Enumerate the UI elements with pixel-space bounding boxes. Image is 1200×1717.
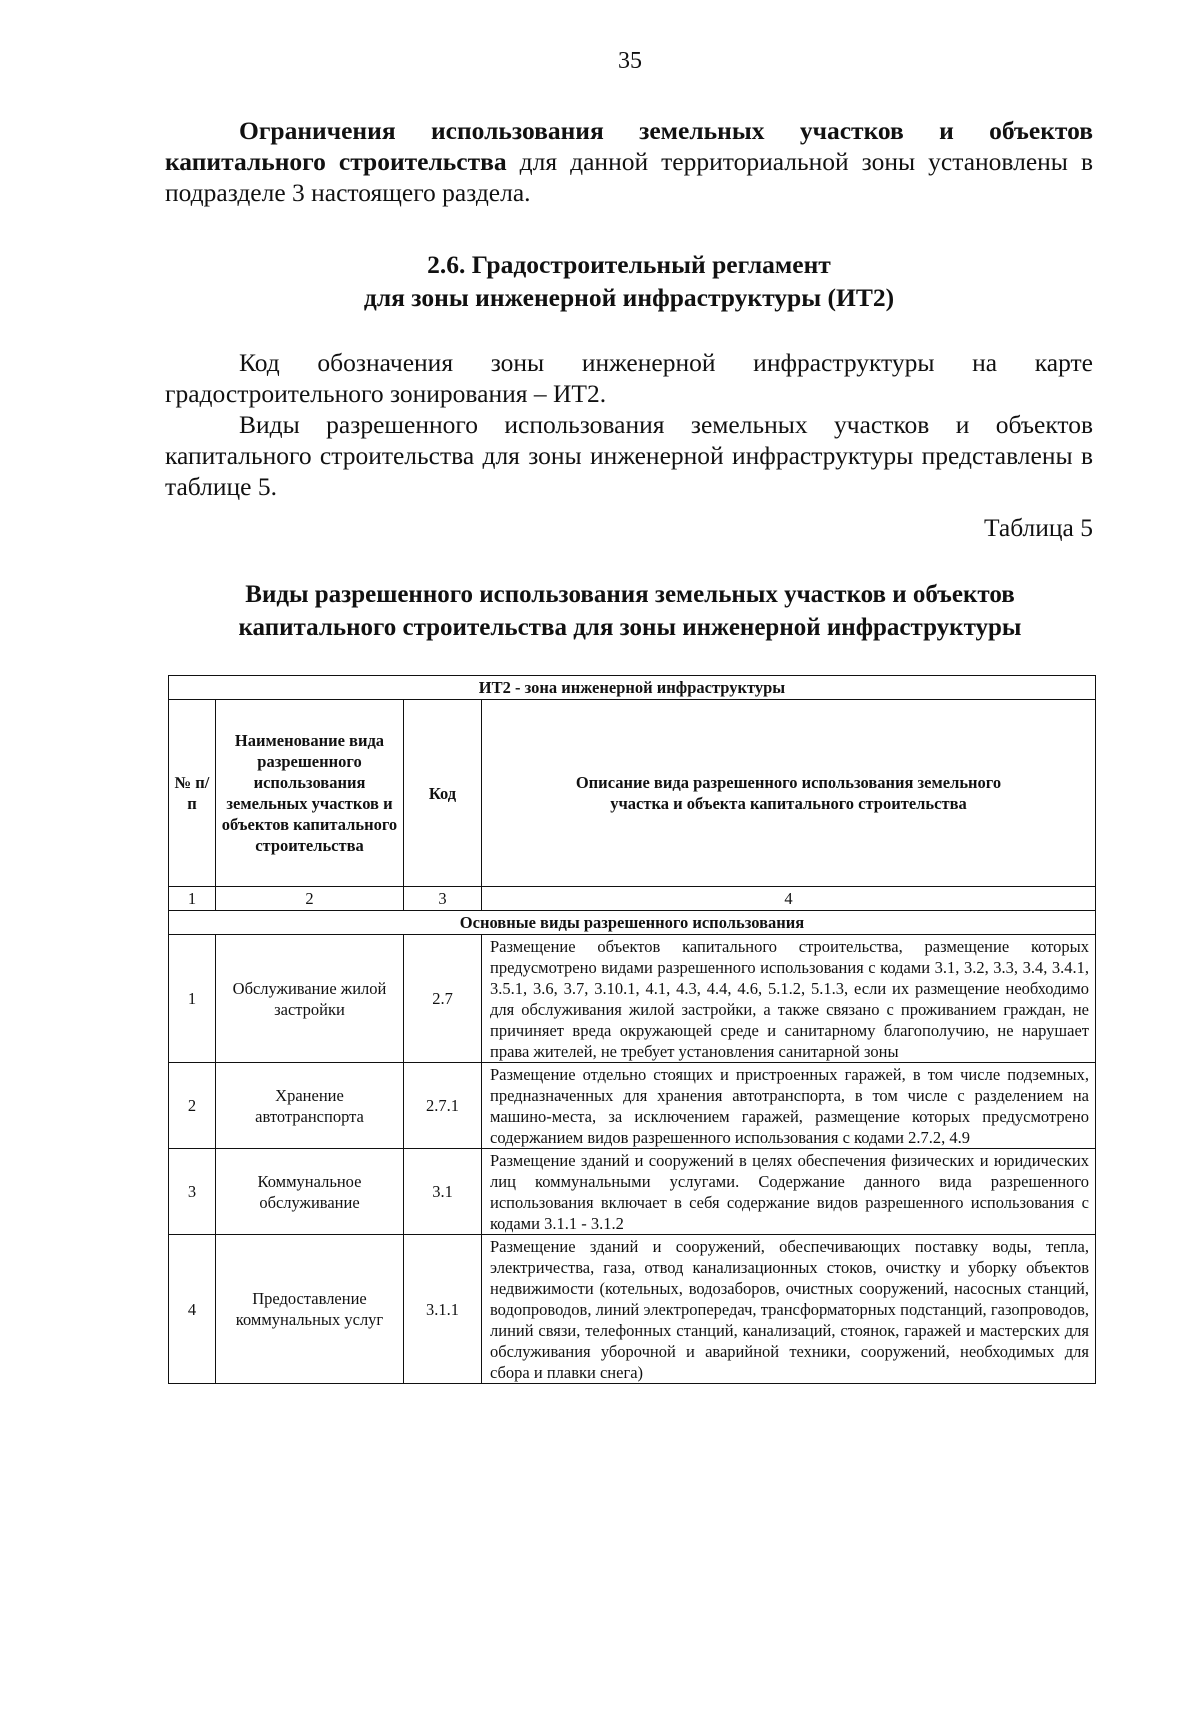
zone-code-paragraph: Код обозначения зоны инженерной инфраструктуры на карте градостроительного зонирования – ИТ2. [165,348,1093,408]
column-number-2: 2 [216,887,404,911]
row-name: Коммунальное обслуживание [216,1149,404,1235]
table-row [169,1063,1096,1149]
table-title-line-1: Виды разрешенного использования земельных участков и объектов [245,581,1015,608]
column-header-name: Наименование вида разрешенного использования земельных участков и объектов капитального строительства [216,700,404,887]
column-number-3: 3 [404,887,482,911]
page-number: 35 [618,48,642,74]
column-number-4: 4 [482,887,1096,911]
zone-header: ИТ2 - зона инженерной инфраструктуры [169,676,1096,700]
row-number: 1 [169,935,216,1063]
row-description: Размещение зданий и сооружений, обеспечивающих поставку воды, тепла, электричества, газа, отвод канализационных стоков, очистку и уборку объектов недвижимости (котельных, водозаборов, очистных сооружений, насосных станций, водопроводов, линий электропередач, трансформаторных подстанций, газопроводов, линий связи, телефонных станций, канализаций, стоянок, гаражей и мастерских для обслуживания уборочной и аварийной техники, сооружений, необходимых для сбора и плавки снега) [482,1235,1096,1384]
row-number: 4 [169,1235,216,1384]
section-heading [165,248,1093,314]
row-description: Размещение отдельно стоящих и пристроенных гаражей, в том числе подземных, предназначенных для хранения автотранспорта, в том числе с разделением на машино-места, за исключением гаражей, размещение которых предусмотрено содержанием видов разрешенного использования с кодами 2.7.2, 4.9 [482,1063,1096,1149]
group-header: Основные виды разрешенного использования [169,911,1096,935]
row-name: Предоставление коммунальных услуг [216,1235,404,1384]
zone-header-row [169,676,1096,700]
table-title-line-2: капитального строительства для зоны инженерной инфраструктуры [238,614,1022,641]
row-code: 2.7 [404,935,482,1063]
restrictions-paragraph [165,115,1093,208]
column-header-row [169,700,1096,887]
column-header-code: Код [404,700,482,887]
row-code: 2.7.1 [404,1063,482,1149]
row-number: 2 [169,1063,216,1149]
body-paragraphs [165,347,1093,502]
row-name: Обслуживание жилой застройки [216,935,404,1063]
section-heading-line-2: для зоны инженерной инфраструктуры (ИТ2) [363,283,895,312]
table-title [150,578,1110,644]
row-code: 3.1.1 [404,1235,482,1384]
restrictions-text: для данной территориальной зоны установлены в подразделе 3 настоящего раздела. [165,147,1094,207]
table-row [169,1235,1096,1384]
permitted-uses-table [168,675,1096,1384]
restrictions-bold-text: Ограничения использования земельных участков и объектов капитального строительства [165,116,1093,176]
row-description: Размещение объектов капитального строительства, размещение которых предусмотрено видами разрешенного использования с кодами 3.1, 3.2, 3.3, 3.4, 3.4.1, 3.5.1, 3.6, 3.7, 3.10.1, 4.1, 4.3, 4.4, 4.6, 5.1.2, 5.1.3, если их размещение необходимо для обслуживания жилой застройки, а также связано с проживанием граждан, не причиняет вреда окружающей среде и санитарному благополучию, не нарушает права жителей, не требует установления санитарной зоны [482,935,1096,1063]
section-heading-line-1: 2.6. Градостроительный регламент [427,250,831,279]
group-header-row [169,911,1096,935]
row-code: 3.1 [404,1149,482,1235]
column-number-row [169,887,1096,911]
table-row [169,935,1096,1063]
table-row [169,1149,1096,1235]
row-description: Размещение зданий и сооружений в целях обеспечения физических и юридических лиц коммунальными услугами. Содержание данного вида разрешенного использования включает в себя содержание видов разрешенного использования с кодами 3.1.1 - 3.1.2 [482,1149,1096,1235]
column-number-1: 1 [169,887,216,911]
column-header-number: № п/п [169,700,216,887]
row-name: Хранение автотранспорта [216,1063,404,1149]
table-label: Таблица 5 [983,513,1093,542]
row-number: 3 [169,1149,216,1235]
permitted-uses-paragraph: Виды разрешенного использования земельных участков и объектов капитального строительства для зоны инженерной инфраструктуры представлены в таблице 5. [165,410,1093,501]
column-header-description: Описание вида разрешенного использования земельного участка и объекта капитального строительства [482,700,1096,887]
